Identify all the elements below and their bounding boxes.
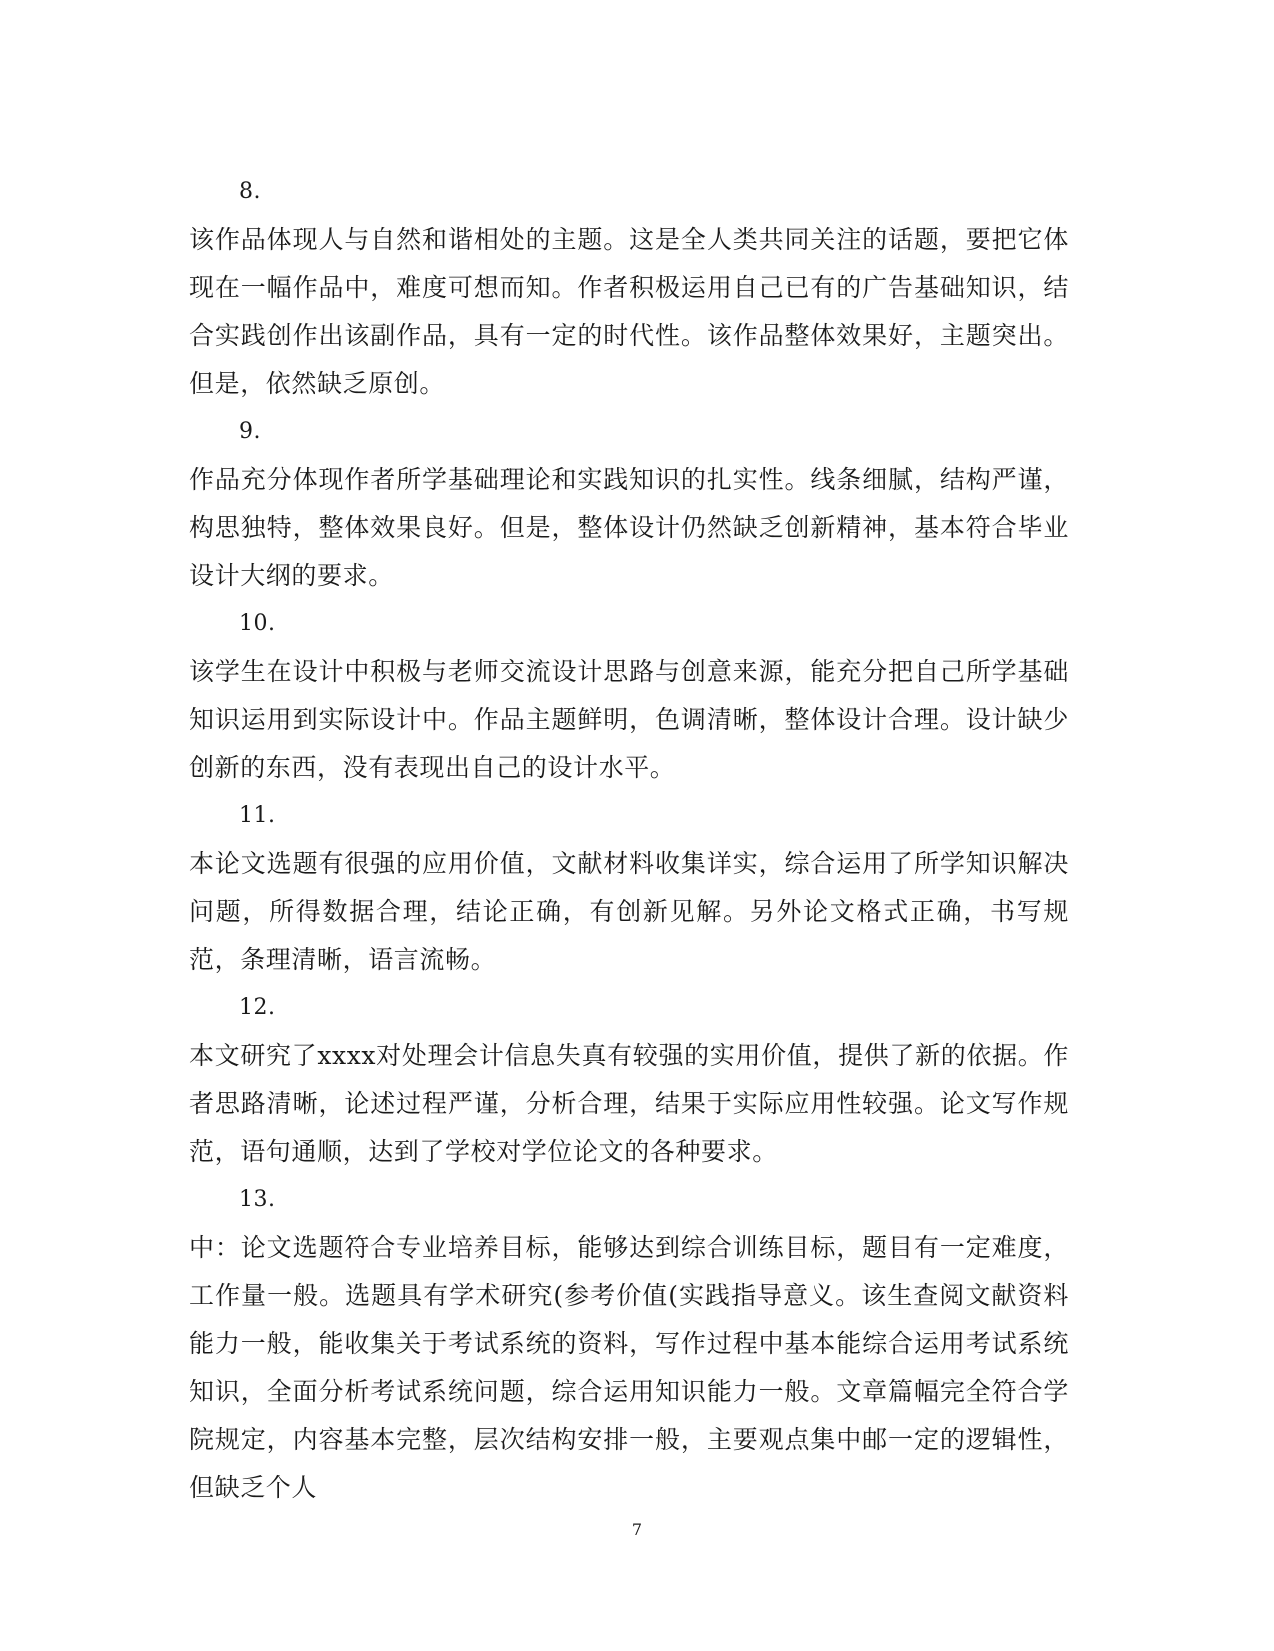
section-paragraph: 本论文选题有很强的应用价值，文献材料收集详实，综合运用了所学知识解决问题，所得数据合理，结论正确，有创新见解。另外论文格式正确，书写规范，条理清晰，语言流畅。 [189, 849, 1069, 974]
page-number: 7 [631, 1520, 643, 1539]
comment-section-12 [189, 984, 1069, 1176]
section-paragraph: 作品充分体现作者所学基础理论和实践知识的扎实性。线条细腻，结构严谨，构思独特，整体效果良好。但是，整体设计仍然缺乏创新精神，基本符合毕业设计大纲的要求。 [189, 465, 1069, 590]
section-paragraph: 本文研究了xxxx对处理会计信息失真有较强的实用价值，提供了新的依据。作者思路清晰，论述过程严谨，分析合理，结果于实际应用性较强。论文写作规范，语句通顺，达到了学校对学位论文的各种要求。 [189, 1041, 1069, 1166]
section-number: 13. [239, 1187, 276, 1212]
section-paragraph: 该作品体现人与自然和谐相处的主题。这是全人类共同关注的话题，要把它体现在一幅作品中，难度可想而知。作者积极运用自己已有的广告基础知识，结合实践创作出该副作品，具有一定的时代性。该作品整体效果好，主题突出。但是，依然缺乏原创。 [189, 225, 1069, 398]
section-number: 8. [239, 179, 261, 204]
section-number: 9. [239, 419, 261, 444]
section-number: 10. [239, 611, 276, 636]
comment-section-11 [189, 792, 1069, 984]
comment-section-9 [189, 408, 1069, 600]
section-number: 11. [239, 803, 276, 828]
comment-section-10 [189, 600, 1069, 792]
section-paragraph: 该学生在设计中积极与老师交流设计思路与创意来源，能充分把自己所学基础知识运用到实际设计中。作品主题鲜明，色调清晰，整体设计合理。设计缺少创新的东西，没有表现出自己的设计水平。 [189, 657, 1069, 782]
comment-section-8 [189, 168, 1069, 408]
section-paragraph: 中：论文选题符合专业培养目标，能够达到综合训练目标，题目有一定难度，工作量一般。选题具有学术研究(参考价值(实践指导意义。该生查阅文献资料能力一般，能收集关于考试系统的资料，写作过程中基本能综合运用考试系统知识，全面分析考试系统问题，综合运用知识能力一般。文章篇幅完全符合学院规定，内容基本完整，层次结构安排一般，主要观点集中邮一定的逻辑性，但缺乏个人 [189, 1233, 1069, 1502]
document-body [189, 168, 1069, 1512]
section-number: 12. [239, 995, 276, 1020]
comment-section-13 [189, 1176, 1069, 1512]
